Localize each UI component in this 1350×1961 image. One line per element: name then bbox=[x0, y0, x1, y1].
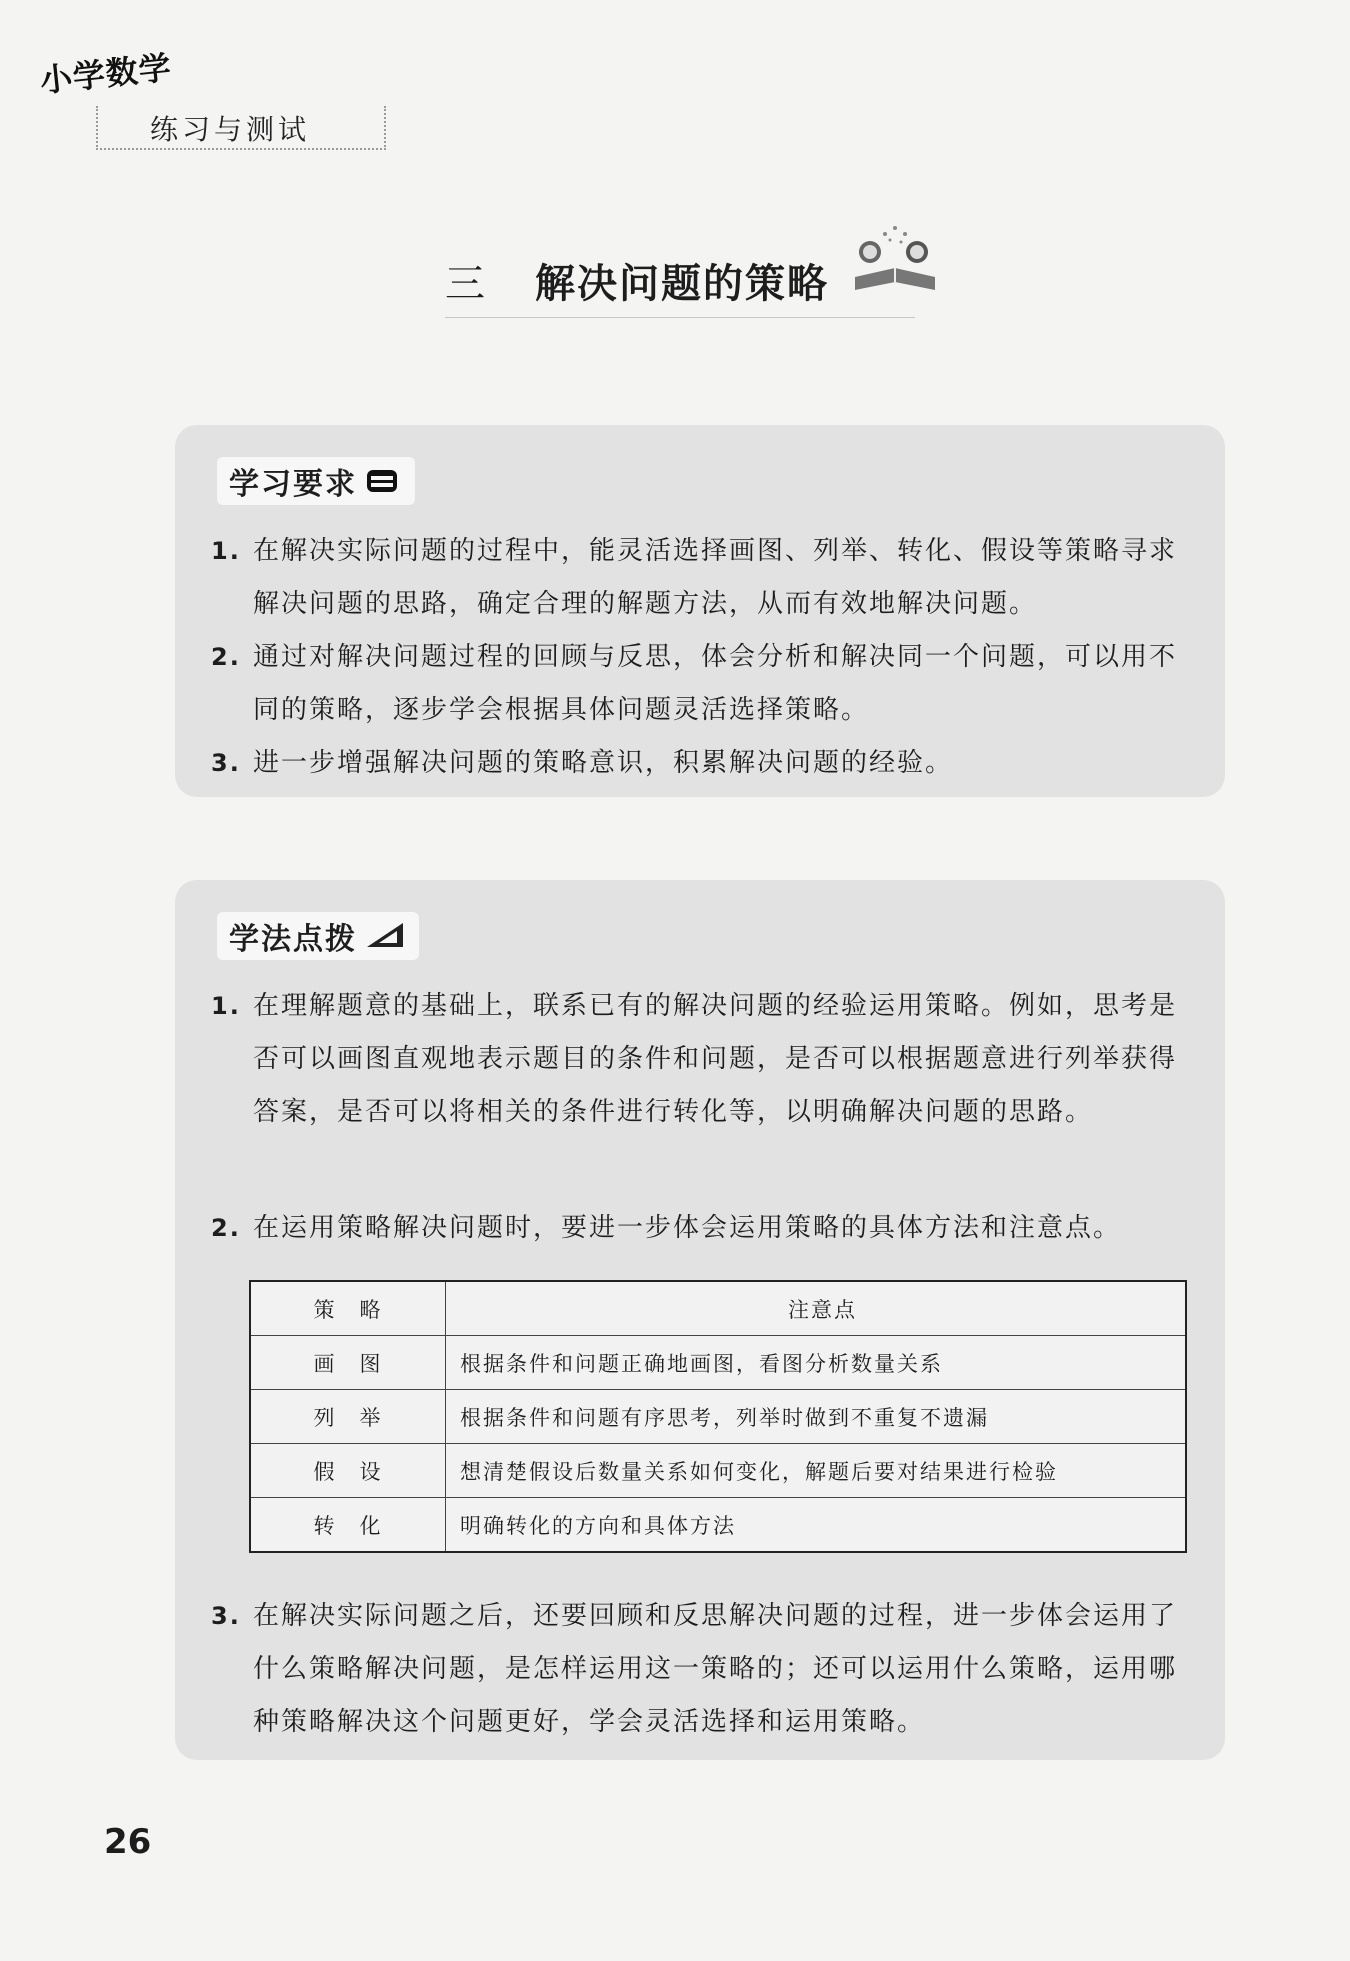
learning-requirements-section bbox=[175, 425, 1225, 797]
list-item: 2. 通过对解决问题过程的回顾与反思，体会分析和解决同一个问题，可以用不同的策略，逐步学会根据具体问题灵活选择策略。 bbox=[211, 642, 1178, 725]
column-header-strategy: 策 略 bbox=[250, 1281, 446, 1336]
list-item: 2. 在运用策略解决问题时，要进一步体会运用策略的具体方法和注意点。 bbox=[211, 1213, 1122, 1243]
table-header-row bbox=[250, 1281, 1186, 1336]
notes-cell: 想清楚假设后数量关系如何变化，解题后要对结果进行检验 bbox=[446, 1444, 1187, 1498]
notebook-icon bbox=[363, 464, 403, 498]
strategy-cell: 画 图 bbox=[250, 1336, 446, 1390]
strategy-cell: 列 举 bbox=[250, 1390, 446, 1444]
strategy-cell: 假 设 bbox=[250, 1444, 446, 1498]
section-heading bbox=[217, 912, 419, 960]
brand-subtitle-frame bbox=[96, 106, 386, 150]
notes-cell: 根据条件和问题有序思考，列举时做到不重复不遗漏 bbox=[446, 1390, 1187, 1444]
table-row bbox=[250, 1498, 1186, 1553]
chapter-title: 解决问题的策略 bbox=[535, 260, 829, 307]
chapter-number: 三 bbox=[445, 261, 485, 307]
brand-subtitle: 练习与测试 bbox=[146, 108, 314, 148]
learning-tips-section bbox=[175, 880, 1225, 1760]
children-reading-icon bbox=[845, 222, 945, 302]
list-item: 3. 进一步增强解决问题的策略意识，积累解决问题的经验。 bbox=[211, 748, 954, 778]
list-item: 1. 在解决实际问题的过程中，能灵活选择画图、列举、转化、假设等策略寻求解决问题的思路，确定合理的解题方法，从而有效地解决问题。 bbox=[211, 536, 1178, 619]
section-heading-text: 学习要求 bbox=[229, 467, 357, 502]
notes-cell: 根据条件和问题正确地画图，看图分析数量关系 bbox=[446, 1336, 1187, 1390]
table-row bbox=[250, 1444, 1186, 1498]
set-square-icon bbox=[363, 919, 407, 953]
table-row bbox=[250, 1336, 1186, 1390]
page-number: 26 bbox=[104, 1822, 152, 1862]
brand-main-title: 小学数学 bbox=[38, 48, 174, 100]
list-item: 3. 在解决实际问题之后，还要回顾和反思解决问题的过程，进一步体会运用了什么策略解决问题，是怎样运用这一策略的；还可以运用什么策略，运用哪种策略解决这个问题更好，学会灵活选择和运用策略。 bbox=[211, 1601, 1178, 1737]
chapter-heading bbox=[445, 252, 915, 318]
list-item: 1. 在理解题意的基础上，联系已有的解决问题的经验运用策略。例如，思考是否可以画图直观地表示题目的条件和问题，是否可以根据题意进行列举获得答案，是否可以将相关的条件进行转化等，以明确解决问题的思路。 bbox=[211, 991, 1178, 1127]
book-brand bbox=[38, 48, 311, 146]
section-heading-text: 学法点拨 bbox=[229, 922, 357, 957]
notes-cell: 明确转化的方向和具体方法 bbox=[446, 1498, 1187, 1553]
table-row bbox=[250, 1390, 1186, 1444]
strategy-table bbox=[249, 1280, 1187, 1553]
strategy-cell: 转 化 bbox=[250, 1498, 446, 1553]
section-heading bbox=[217, 457, 415, 505]
column-header-notes: 注意点 bbox=[446, 1281, 1187, 1336]
